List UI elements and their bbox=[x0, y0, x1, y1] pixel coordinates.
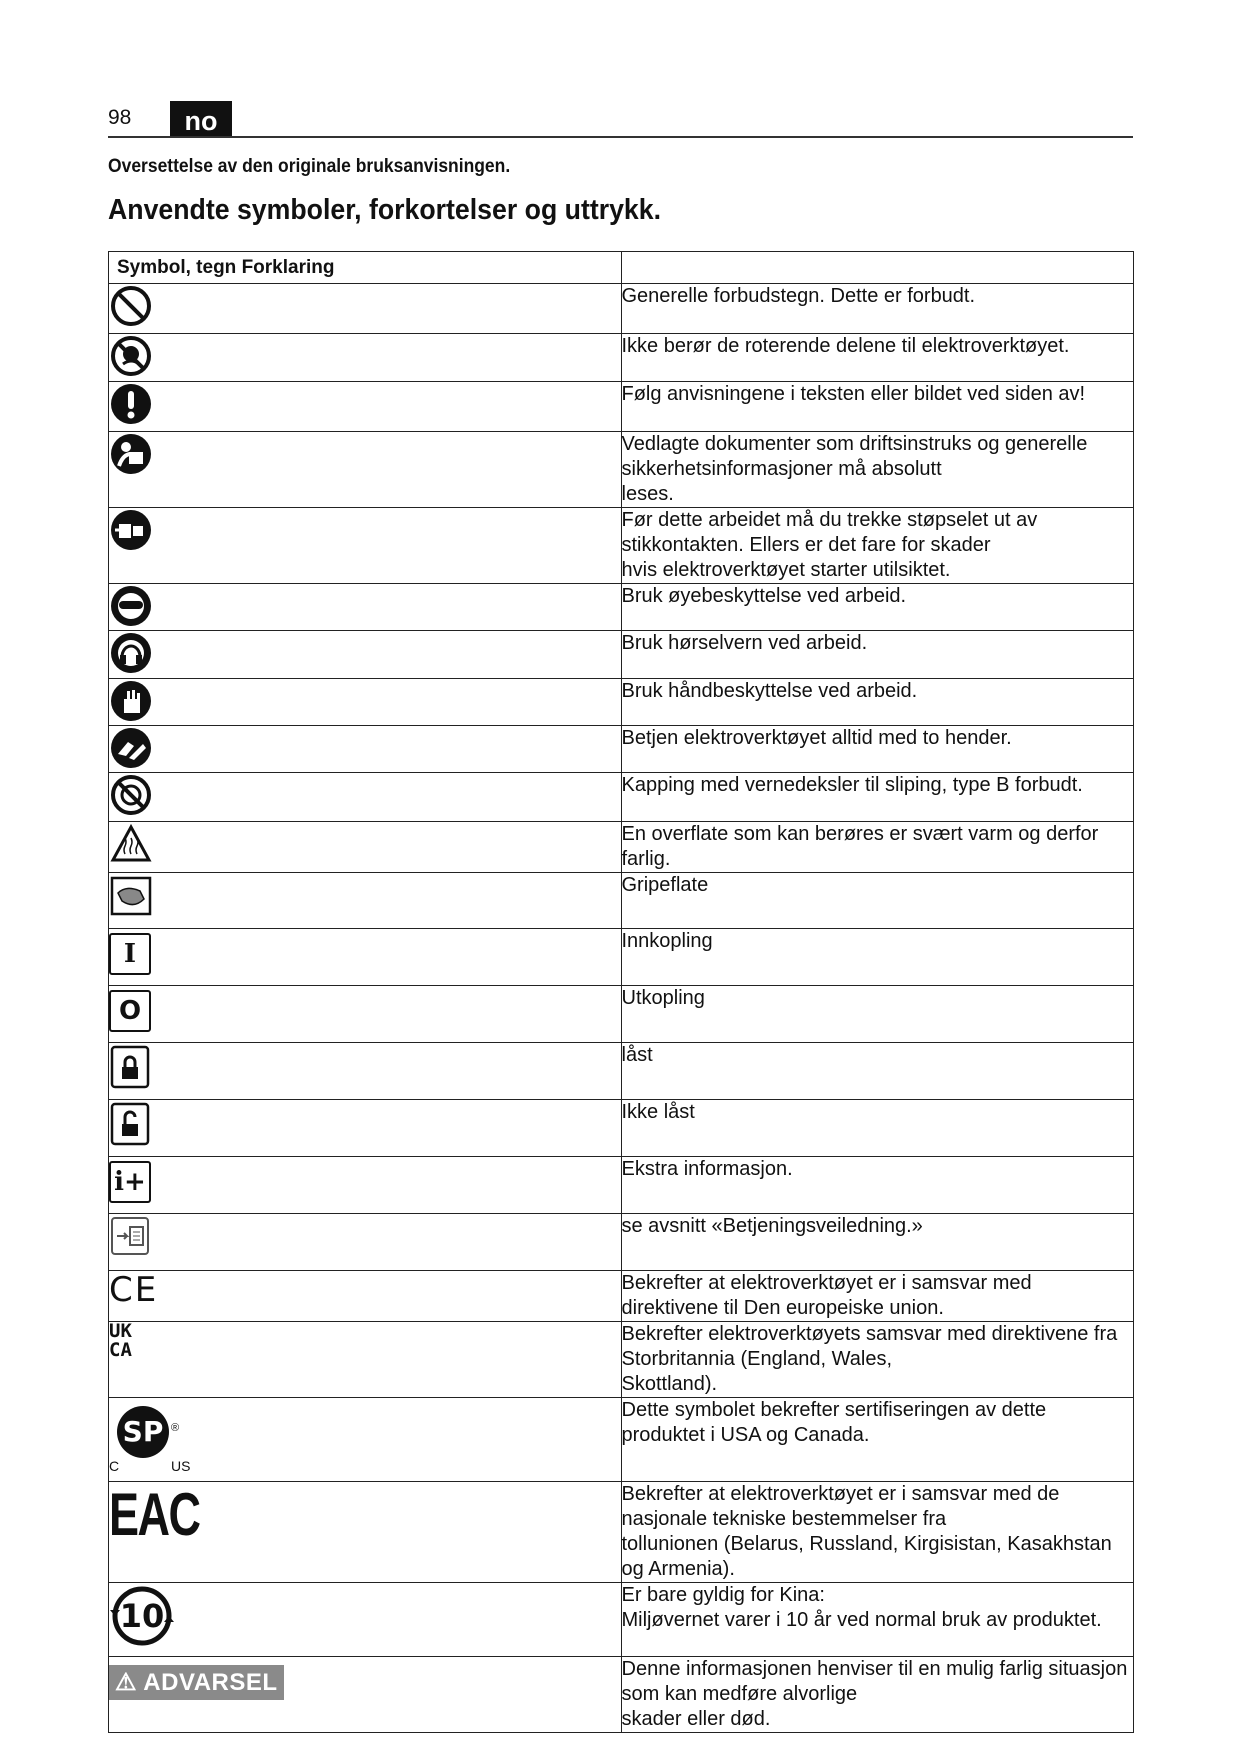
row-text: Ikke låst bbox=[621, 1101, 695, 1123]
row-text: Bruk hørselvern ved arbeid. bbox=[621, 632, 868, 654]
table-row bbox=[109, 284, 1134, 334]
table-row bbox=[109, 986, 1134, 1043]
grip-surface-icon bbox=[109, 873, 153, 917]
row-text: Bekrefter elektroverktøyets samsvar med direktivene fra Storbritannia (England, Wales, Skottland). bbox=[621, 1323, 1118, 1395]
row-text: Ikke berør de roterende delene til elektroverktøyet. bbox=[621, 335, 1070, 357]
info-plus-icon: i+ bbox=[109, 1161, 151, 1203]
table-row bbox=[109, 1157, 1134, 1214]
table-header-row bbox=[109, 252, 1134, 284]
table-row bbox=[109, 432, 1134, 508]
eye-protection-icon bbox=[109, 584, 153, 628]
table-row bbox=[109, 873, 1134, 929]
prohibition-icon bbox=[109, 284, 153, 328]
table-row bbox=[109, 773, 1134, 822]
row-text: Bruk håndbeskyttelse ved arbeid. bbox=[621, 680, 918, 702]
china-10-years-icon: 10 bbox=[109, 1583, 175, 1649]
table-row bbox=[109, 1398, 1134, 1482]
table-row bbox=[109, 1657, 1134, 1733]
table-row bbox=[109, 1322, 1134, 1398]
page-title: Anvendte symboler, forkortelser og uttrykk. bbox=[108, 194, 662, 226]
table-row bbox=[109, 1100, 1134, 1157]
unlocked-icon bbox=[109, 1100, 153, 1148]
table-row bbox=[109, 726, 1134, 773]
table-row bbox=[109, 822, 1134, 873]
row-text: Innkopling bbox=[621, 930, 713, 952]
row-text: Kapping med vernedeksler til sliping, type B forbudt. bbox=[621, 774, 1083, 796]
page-number: 98 bbox=[108, 106, 132, 129]
do-not-touch-rotating-icon bbox=[109, 334, 153, 378]
read-manual-icon bbox=[109, 432, 153, 476]
header-explanation bbox=[621, 252, 1134, 284]
language-tag: no bbox=[170, 101, 232, 137]
row-text: Følg anvisningene i teksten eller bildet ved siden av! bbox=[621, 383, 1086, 405]
table-row bbox=[109, 334, 1134, 382]
table-row bbox=[109, 1271, 1134, 1322]
ukca-mark-icon: UK CA bbox=[109, 1320, 132, 1361]
row-text: låst bbox=[621, 1044, 653, 1066]
row-text: Før dette arbeidet må du trekke støpselet ut av stikkontakten. Ellers er det fare for skader hvis elektroverktøyet starter utilsiktet. bbox=[621, 509, 1038, 581]
exclamation-icon bbox=[109, 382, 153, 426]
row-text: Bekrefter at elektroverktøyet er i samsvar med de nasjonale tekniske bestemmelser fra tollunionen (Belarus, Russland, Kirgisistan, Kasakhstan og Armenia). bbox=[621, 1483, 1112, 1580]
row-text: Bekrefter at elektroverktøyet er i samsvar med direktivene til Den europeiske union. bbox=[621, 1272, 1032, 1319]
document-subtitle: Oversettelse av den originale bruksanvisningen. bbox=[108, 156, 511, 177]
table-row bbox=[109, 1583, 1134, 1657]
see-section-icon bbox=[109, 1214, 153, 1258]
hot-surface-icon bbox=[109, 822, 153, 866]
ce-mark-icon: CE bbox=[109, 1270, 159, 1310]
row-text: Ekstra informasjon. bbox=[621, 1158, 793, 1180]
table-row bbox=[109, 679, 1134, 726]
switch-on-icon: I bbox=[109, 933, 151, 975]
table-row bbox=[109, 1482, 1134, 1583]
table-row bbox=[109, 1043, 1134, 1100]
two-hands-icon bbox=[109, 726, 153, 770]
no-cutting-guard-icon bbox=[109, 773, 153, 817]
row-text: Generelle forbudstegn. Dette er forbudt. bbox=[621, 285, 976, 307]
row-text: se avsnitt «Betjeningsveiledning.» bbox=[621, 1215, 923, 1237]
locked-icon bbox=[109, 1043, 153, 1091]
switch-off-icon: O bbox=[109, 990, 151, 1032]
hand-protection-icon bbox=[109, 679, 153, 723]
row-text: Er bare gyldig for Kina: Miljøvernet varer i 10 år ved normal bruk av produktet. bbox=[621, 1584, 1102, 1631]
row-text: Dette symbolet bekrefter sertifiseringen av dette produktet i USA og Canada. bbox=[621, 1399, 1047, 1446]
row-text: Betjen elektroverktøyet alltid med to hender. bbox=[621, 727, 1012, 749]
table-row bbox=[109, 508, 1134, 584]
row-text: Denne informasjonen henviser til en mulig farlig situasjon som kan medføre alvorlige skader eller død. bbox=[621, 1658, 1128, 1730]
ear-protection-icon bbox=[109, 631, 153, 675]
row-text: Utkopling bbox=[621, 987, 705, 1009]
header-rule bbox=[108, 136, 1133, 138]
row-text: Gripeflate bbox=[621, 874, 709, 896]
row-text: En overflate som kan berøres er svært varm og derfor farlig. bbox=[621, 823, 1099, 870]
row-text: Vedlagte dokumenter som driftsinstruks og generelle sikkerhetsinformasjoner må absolutt leses. bbox=[621, 433, 1088, 505]
eac-mark-icon: EAC bbox=[109, 1481, 200, 1548]
table-row bbox=[109, 584, 1134, 631]
unplug-icon bbox=[109, 508, 153, 552]
table-row bbox=[109, 631, 1134, 679]
csa-mark-icon: SP ® C US bbox=[109, 1398, 199, 1476]
table-row bbox=[109, 929, 1134, 986]
symbols-table bbox=[108, 251, 1134, 1733]
row-text: Bruk øyebeskyttelse ved arbeid. bbox=[621, 585, 907, 607]
table-row bbox=[109, 382, 1134, 432]
warning-label-icon: ⚠ ADVARSEL bbox=[109, 1665, 284, 1700]
table-row bbox=[109, 1214, 1134, 1271]
header-symbol: Symbol, tegn Forklaring bbox=[109, 252, 622, 284]
